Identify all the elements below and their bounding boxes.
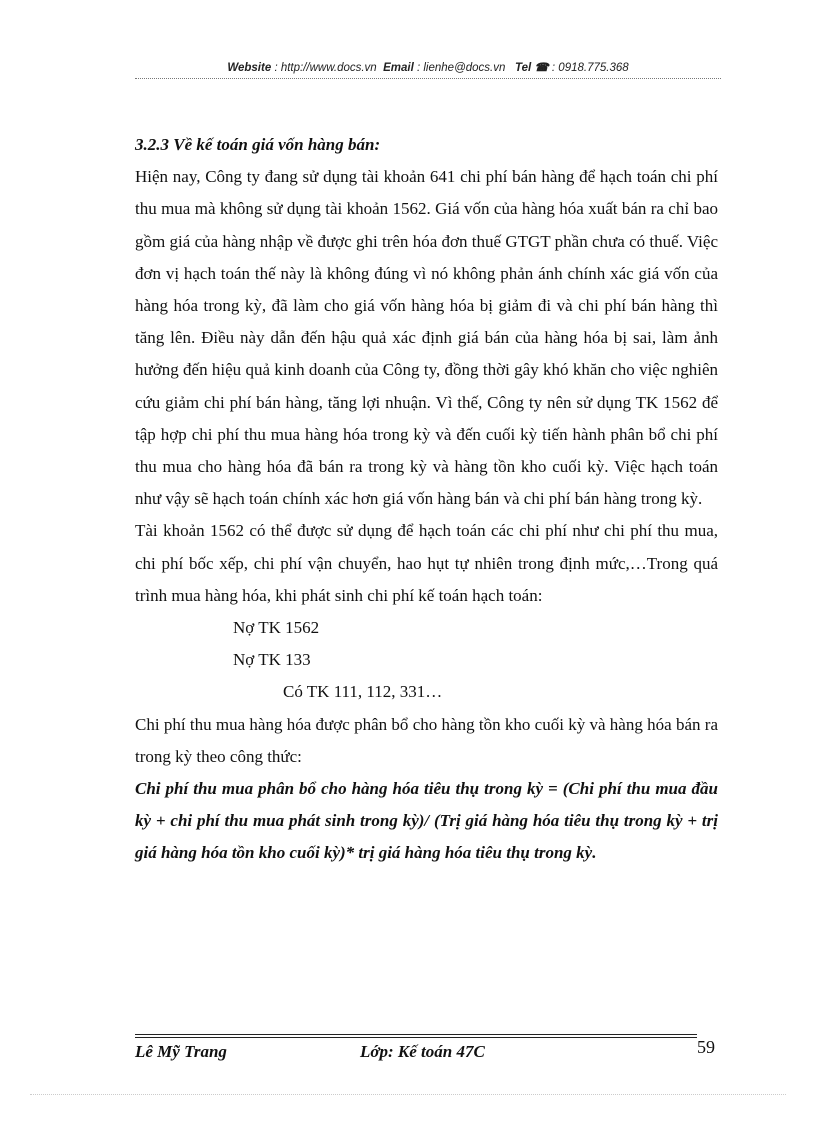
class-name: Lớp: Kế toán 47C — [360, 1042, 485, 1061]
paragraph-2: Tài khoản 1562 có thể được sử dụng để hạch toán các chi phí như chi phí thu mua, chi phí bốc xếp, chi phí vận chuyển, hao hụt tự nhiên trong định mức,…Trong quá trình mua hàng hóa, khi phát sinh chi phí kế toán hạch toán: — [135, 521, 718, 605]
footer-divider-top — [135, 1034, 697, 1035]
journal-credit: Có TK 111, 112, 331… — [283, 682, 443, 702]
tel-label: Tel — [514, 62, 532, 74]
phone-icon: ☎ — [534, 62, 549, 74]
page-edge-line — [30, 1094, 786, 1095]
paragraph-1: Hiện nay, Công ty đang sử dụng tài khoản 641 chi phí bán hàng để hạch toán chi phí thu mua mà không sử dụng tài khoản 1562. Giá vốn của hàng hóa xuất bán ra chỉ bao gồm giá của hàng nhập về được ghi trên hóa đơn thuế GTGT phần chưa có thuế. Việc đơn vị hạch toán thế này là không đúng vì nó không phản ánh chính xác giá vốn của hàng hóa trong kỳ, đã làm cho giá vốn hàng hóa bị giảm đi và chi phí bán hàng thì tăng lên. Điều này dẫn đến hậu quả xác định giá bán của hàng hóa bị sai, làm ảnh hưởng đến hiệu quả kinh doanh của Công ty, đồng thời gây khó khăn cho việc nghiên cứu giảm chi phí bán hàng, tăng lợi nhuận. Vì thế, Công ty nên sử dụng TK 1562 để tập hợp chi phí thu mua hàng hóa trong kỳ và đến cuối kỳ tiến hành phân bổ chi phí thu mua cho hàng hóa đã bán ra trong kỳ và hàng tồn kho cuối kỳ. Việc hạch toán như vậy sẽ hạch toán chính xác hơn giá vốn hàng bán và chi phí bán hàng trong kỳ. — [135, 167, 718, 509]
paragraph-3: Chi phí thu mua hàng hóa được phân bổ cho hàng tồn kho cuối kỳ và hàng hóa bán ra trong kỳ theo công thức: — [135, 714, 718, 766]
website-value: : http://www.docs.vn — [274, 62, 377, 74]
page-header — [135, 60, 721, 74]
header-divider — [135, 78, 721, 79]
journal-debit-2: Nợ TK 133 — [233, 650, 311, 670]
journal-debit-1: Nợ TK 1562 — [233, 618, 320, 638]
tel-value: : 0918.775.368 — [551, 62, 629, 74]
author-name: Lê Mỹ Trang — [135, 1042, 227, 1061]
allocation-formula: Chi phí thu mua phân bổ cho hàng hóa tiêu thụ trong kỳ = (Chi phí thu mua đầu kỳ + chi phí thu mua phát sinh trong kỳ)/ (Trị giá hàng hóa tiêu thụ trong kỳ + trị giá hàng hóa tồn kho cuối kỳ)* trị giá hàng hóa tiêu thụ trong kỳ. — [135, 779, 718, 863]
page-body — [135, 129, 718, 870]
section-heading: 3.2.3 Về kế toán giá vốn hàng bán: — [135, 135, 381, 154]
page-number: 59 — [697, 1037, 715, 1057]
email-value: : lienhe@docs.vn — [416, 62, 506, 74]
website-label: Website — [227, 62, 272, 74]
email-label: Email — [383, 62, 414, 74]
footer-divider-bottom — [135, 1037, 697, 1038]
